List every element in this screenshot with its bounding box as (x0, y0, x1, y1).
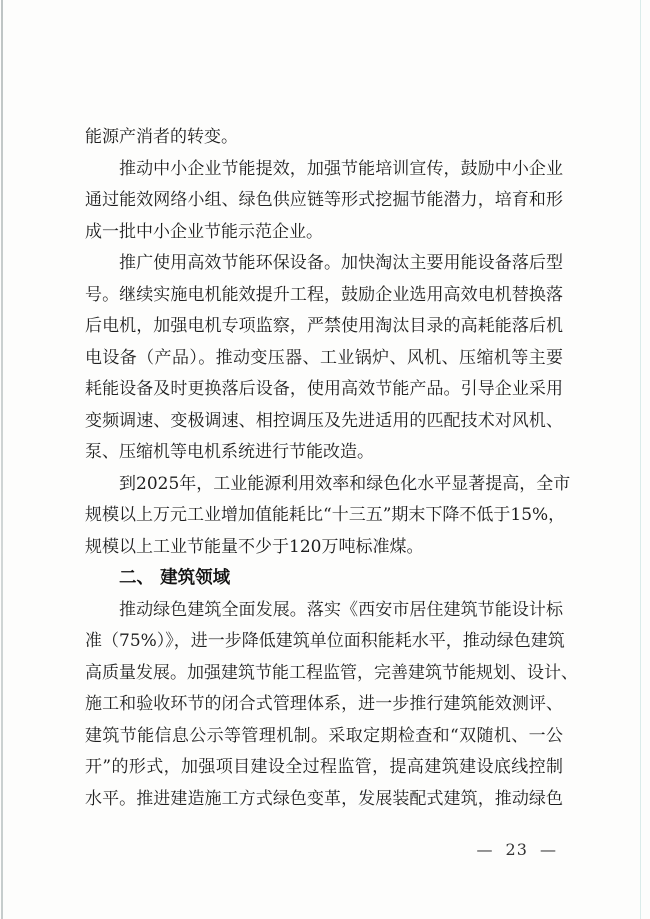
paragraph (85, 469, 571, 564)
text-line: 准（75%）》，进一步降低建筑单位面积能耗水平，推动绿色建筑 (85, 631, 565, 651)
text-line: 高质量发展。加强建筑节能工程监管，完善建筑节能规划、设计、 (85, 662, 578, 683)
text-line: 到2025年，工业能源利用效率和绿色化水平显著提高，全市 (119, 473, 571, 494)
text-block (85, 122, 578, 815)
text-line: 规模以上万元工业增加值能耗比“十三五”期末下降不低于15%， (85, 505, 566, 525)
section-heading (85, 563, 563, 595)
page-number: — 23 — (476, 840, 557, 859)
text-line: 推广使用高效节能环保设备。加快淘汰主要用能设备落后型 (119, 253, 563, 273)
text-line: 规模以上工业节能量不少于120万吨标准煤。 (85, 536, 424, 557)
text-line: 后电机，加强电机专项监察，严禁使用淘汰目录的高耗能落后机 (85, 316, 563, 336)
paragraph (85, 595, 578, 816)
text-line: 电设备（产品）。推动变压器、工业锅炉、风机、压缩机等主要 (85, 347, 563, 368)
text-line: 开”的形式，加强项目建设全过程监管，提高建筑建设底线控制 (85, 757, 563, 777)
text-line: 推动绿色建筑全面发展。落实《西安市居住建筑节能设计标 (119, 599, 563, 620)
text-line: 泵、压缩机等电机系统进行节能改造。 (85, 442, 374, 462)
text-line: 耗能设备及时更换落后设备，使用高效节能产品。引导企业采用 (85, 379, 563, 399)
text-line: 水平。推进建造施工方式绿色变革，发展装配式建筑，推动绿色 (85, 788, 563, 809)
text-line: 成一批中小企业节能示范企业。 (85, 221, 323, 242)
left-scan-edge-artifact (1, 0, 3, 919)
paragraph (85, 154, 563, 249)
text-line: 通过能效网络小组、绿色供应链等形式挖掘节能潜力，培育和形 (85, 190, 563, 210)
text-line: 变频调速、变极调速、相控调压及先进适用的匹配技术对风机、 (85, 410, 563, 431)
text-line: 号。继续实施电机能效提升工程，鼓励企业选用高效电机替换落 (85, 284, 563, 305)
text-line: 推动中小企业节能提效，加强节能培训宣传，鼓励中小企业 (119, 158, 563, 179)
text-line: 施工和验收环节的闭合式管理体系，进一步推行建筑能效测评、 (85, 694, 563, 714)
paragraph (85, 248, 563, 469)
text-line: 能源产消者的转变。 (85, 127, 238, 147)
heading-line: 二、 建筑领域 (119, 568, 231, 588)
text-line: 建筑节能信息公示等管理机制。采取定期检查和“双随机、一公 (85, 725, 563, 746)
right-scan-edge-artifact (640, 0, 641, 919)
paragraph (85, 122, 563, 154)
